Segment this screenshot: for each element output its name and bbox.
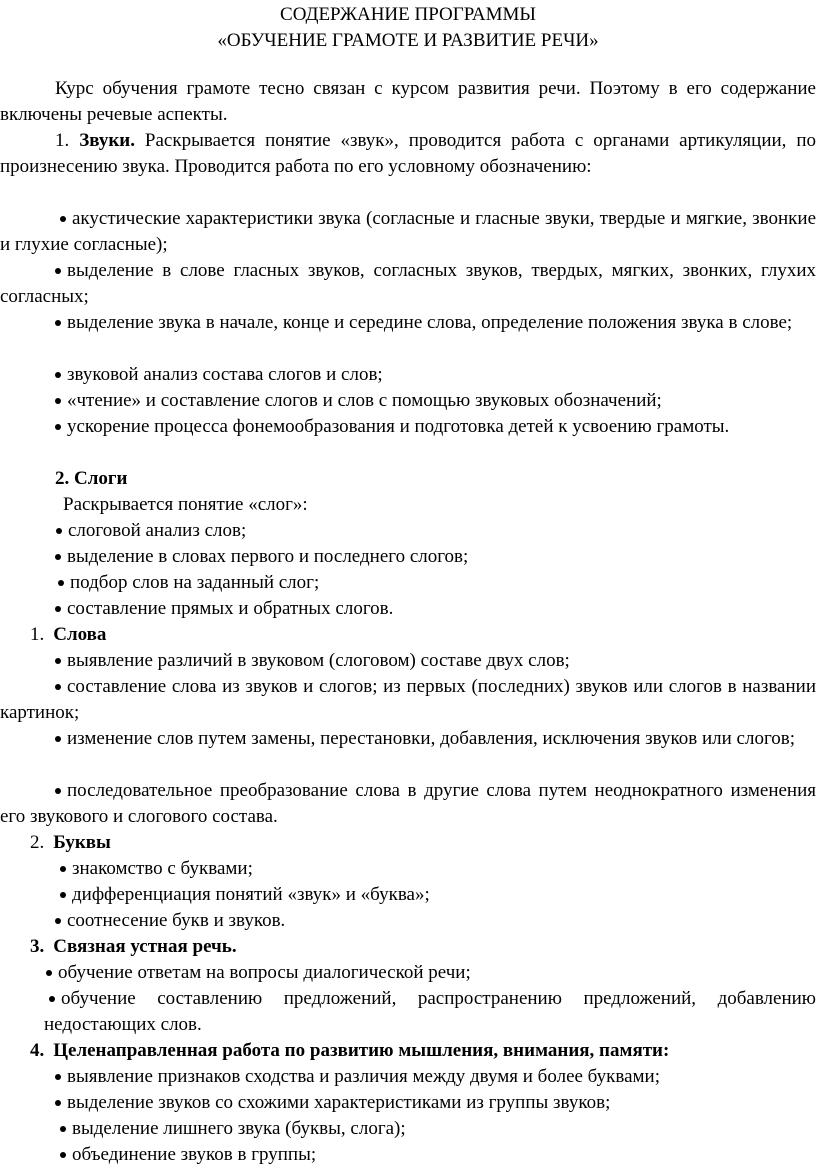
title-line-2: «ОБУЧЕНИЕ ГРАМОТЕ И РАЗВИТИЕ РЕЧИ» — [217, 30, 599, 51]
list-item: слоговой анализ слов; — [0, 518, 816, 544]
list-item: соотнесение букв и звуков. — [0, 908, 816, 934]
bullet-icon — [46, 970, 52, 976]
list-item: подбор слов на заданный слог; — [0, 570, 816, 596]
bullet-icon — [55, 606, 61, 612]
bullet-icon — [60, 892, 66, 898]
list-item: ускорение процесса фонемообразования и подготовка детей к усвоению грамоты. — [0, 414, 816, 466]
bullet-icon — [55, 788, 61, 794]
bullet-icon — [55, 320, 61, 326]
section-speech-title: Связная устная речь. — [53, 936, 237, 957]
bullet-icon — [49, 996, 55, 1002]
bullet-icon — [55, 684, 61, 690]
list-item: изменение слов путем замены, перестановки, добавления, исключения звуков или слогов; — [0, 726, 816, 778]
list-item: составление слова из звуков и слогов; из первых (последних) звуков или слогов в названии картинок; — [0, 676, 816, 723]
list-item: знакомство с буквами; — [0, 856, 816, 882]
bullet-icon — [60, 216, 66, 222]
section-thinking-heading — [0, 1038, 816, 1064]
section-speech-heading — [0, 934, 816, 960]
list-item: выявление признаков сходства и различия между двумя и более буквами; — [0, 1064, 816, 1090]
list-item: составление прямых и обратных слогов. — [0, 596, 816, 622]
document-body — [0, 76, 816, 1168]
intro-paragraph: Курс обучения грамоте тесно связан с курсом развития речи. Поэтому в его содержание включены речевые аспекты. — [0, 78, 816, 125]
document-title — [0, 2, 816, 54]
bullet-icon — [55, 736, 61, 742]
bullet-icon — [55, 268, 61, 274]
section-words-title: Слова — [53, 624, 107, 645]
bullet-icon — [55, 372, 61, 378]
list-item: дифференциация понятий «звук» и «буква»; — [0, 882, 816, 908]
bullet-icon — [55, 554, 61, 560]
section-syllables-title: 2. Слоги — [55, 468, 128, 489]
bullet-icon — [58, 580, 64, 586]
list-item: звуковой анализ состава слогов и слов; — [0, 362, 816, 388]
section-letters-heading — [0, 830, 816, 856]
title-line-1: СОДЕРЖАНИЕ ПРОГРАММЫ — [280, 4, 536, 25]
section-speech-list — [44, 986, 816, 1038]
section-letters-number: 2. — [30, 832, 45, 853]
section-sounds-paragraph — [0, 128, 816, 206]
bullet-icon — [55, 1074, 61, 1080]
bullet-icon — [56, 528, 62, 534]
bullet-icon — [60, 866, 66, 872]
bullet-icon — [55, 1100, 61, 1106]
list-item: выделение лишнего звука (буквы, слога); — [0, 1116, 816, 1142]
section-sounds-text: Раскрывается понятие «звук», проводится работа с органами артикуляции, по произнесению звука. Проводится работа по его условному обозначению: — [0, 130, 816, 177]
bullet-icon — [55, 918, 61, 924]
list-item: обучение составлению предложений, распространению предложений, добавлению недостающих слов. — [44, 988, 816, 1035]
list-item: выявление различий в звуковом (слоговом) составе двух слов; — [0, 648, 816, 674]
list-item: обучение ответам на вопросы диалогической речи; — [0, 960, 816, 986]
list-item: акустические характеристики звука (согласные и гласные звуки, твердые и мягкие, звонкие и глухие согласные); — [0, 208, 816, 255]
section-speech-number: 3. — [30, 936, 45, 957]
list-item: выделение звука в начале, конце и середине слова, определение положения звука в слове; — [0, 310, 816, 362]
section-thinking-title: Целенаправленная работа по развитию мышления, внимания, памяти: — [53, 1040, 670, 1061]
bullet-icon — [60, 1152, 66, 1158]
bullet-icon — [55, 398, 61, 404]
section-sounds-title: Звуки. — [79, 130, 135, 151]
list-item: выделение в словах первого и последнего слогов; — [0, 544, 816, 570]
section-letters-title: Буквы — [53, 832, 111, 853]
list-item: последовательное преобразование слова в другие слова путем неоднократного изменения его звукового и слогового состава. — [0, 780, 816, 827]
bullet-icon — [60, 1126, 66, 1132]
list-item: выделение звуков со схожими характеристиками из группы звуков; — [0, 1090, 816, 1116]
list-item: выделение в слове гласных звуков, согласных звуков, твердых, мягких, звонких, глухих согласных; — [0, 260, 816, 307]
section-words-heading — [0, 622, 816, 648]
bullet-icon — [55, 658, 61, 664]
list-item: «чтение» и составление слогов и слов с помощью звуковых обозначений; — [0, 388, 816, 414]
section-words-number: 1. — [30, 624, 45, 645]
section-sounds-number: 1. — [55, 130, 70, 151]
section-syllables-intro: Раскрывается понятие «слог»: — [63, 494, 308, 515]
bullet-icon — [55, 424, 61, 430]
list-item: объединение звуков в группы; — [0, 1142, 816, 1168]
section-thinking-number: 4. — [30, 1040, 45, 1061]
